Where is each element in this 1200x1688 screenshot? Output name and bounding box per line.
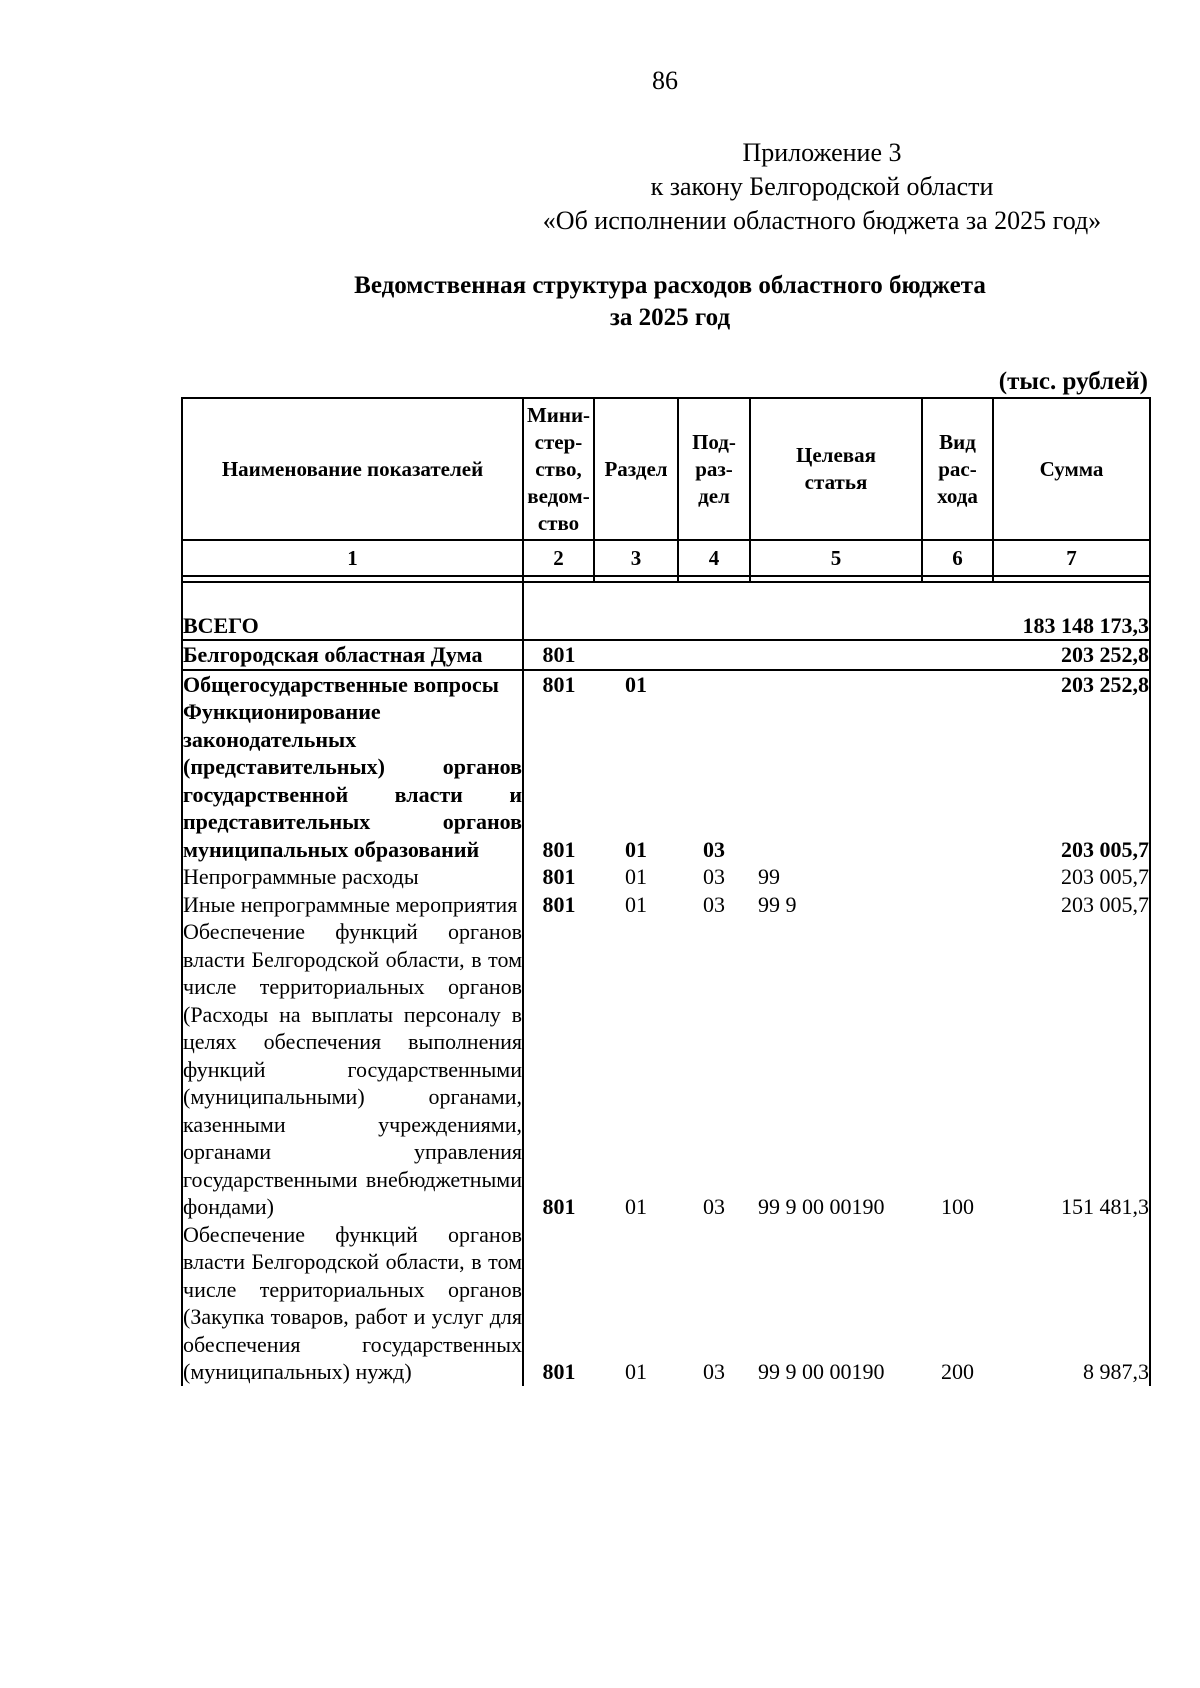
column-number: 2 [523,540,594,576]
appendix-line-3: «Об исполнении областного бюджета за 2025 год» [542,206,1102,235]
row-ministry: 801 [523,698,594,863]
row-target [750,670,922,699]
row-target: 99 [758,864,780,889]
appendix-header [502,136,1142,238]
row-section: 01 [625,1194,647,1219]
row-name: ВСЕГО [182,582,523,640]
table-row [182,918,1150,1221]
row-name: Общегосударственные вопросы [182,670,523,699]
row-type: 200 [941,1359,974,1384]
row-ministry: 801 [523,1221,594,1386]
row-name: Обеспечение функций органов власти Белгородской области, в том числе территориальных органов (Закупка товаров, работ и услуг для обеспечения государственных (муниципальных) нужд) [183,1221,522,1384]
header-type: Вид рас- хода [922,398,993,540]
column-number: 1 [182,540,523,576]
row-sum: 183 148 173,3 [993,582,1150,640]
row-target: 99 9 [758,891,797,917]
table-row [182,1221,1150,1386]
row-subsection: 03 [703,1359,725,1384]
header-sum: Сумма [993,398,1150,540]
column-number: 6 [922,540,993,576]
row-target: 99 9 00 00190 [758,1194,885,1219]
row-section: 01 [625,1359,647,1384]
row-sum: 203 252,8 [993,670,1150,699]
units-label: (тыс. рублей) [998,368,1148,395]
row-type [922,640,993,670]
row-ministry: 801 [523,891,594,919]
row-ministry: 801 [523,670,594,699]
row-section: 01 [625,836,647,862]
header-section: Раздел [594,398,678,540]
row-section: 01 [625,671,647,697]
appendix-line-1: Приложение 3 [742,138,902,167]
page-number: 86 [652,66,678,95]
table-row [182,698,1150,863]
row-name: Белгородская областная Дума [182,640,523,670]
budget-table [181,397,1151,1386]
row-type [922,582,993,640]
header-target: Целевая статья [750,398,922,540]
row-name: Функционирование законодательных (представительных) органов государственной власти и представительных органов муниципальных образований [183,699,522,862]
row-type: 100 [941,1194,974,1219]
row-section [594,640,678,670]
row-subsection [678,670,750,699]
row-ministry: 801 [523,863,594,891]
row-target [750,640,922,670]
row-ministry: 801 [523,918,594,1221]
row-target: 99 9 00 00190 [758,1359,885,1384]
row-subsection [678,640,750,670]
row-sum: 8 987,3 [993,1221,1150,1386]
row-section [594,582,678,640]
column-number: 7 [993,540,1150,576]
row-name: Непрограммные расходы [182,863,523,891]
column-number: 3 [594,540,678,576]
row-sum: 203 005,7 [993,891,1150,919]
row-type [922,891,993,919]
row-subsection [678,582,750,640]
row-name: Обеспечение функций органов власти Белгородской области, в том числе территориальных органов (Расходы на выплаты персоналу в целях обеспечения выполнения функций государственными (муниципальными) органами, казенными учреждениями, органами управления государственными внебюджетными фондами) [183,919,522,1219]
row-type [922,670,993,699]
row-subsection: 03 [703,836,725,862]
row-sum: 203 252,8 [993,640,1150,670]
column-number: 4 [678,540,750,576]
row-type [922,863,993,891]
header-ministry: Мини- стер- ство, ведом- ство [523,398,594,540]
row-sum: 203 005,7 [993,863,1150,891]
table-row [182,640,1150,670]
row-section: 01 [625,864,647,889]
row-subsection: 03 [703,1194,725,1219]
row-section: 01 [625,891,647,917]
row-subsection: 03 [703,891,725,917]
document-title [180,270,1160,334]
table-row [182,582,1150,640]
column-number: 5 [750,540,922,576]
row-type [922,698,993,863]
header-name: Наименование показателей [182,398,523,540]
row-target [750,582,922,640]
row-sum: 203 005,7 [993,698,1150,863]
row-ministry: 801 [523,640,594,670]
appendix-line-2: к закону Белгородской области [650,172,994,201]
row-subsection: 03 [703,864,725,889]
document-title-line-2: за 2025 год [609,304,731,331]
row-sum: 151 481,3 [993,918,1150,1221]
table-row [182,670,1150,699]
row-ministry [523,582,594,640]
header-subsection: Под- раз- дел [678,398,750,540]
table-row [182,863,1150,891]
table-row [182,891,1150,919]
document-title-line-1: Ведомственная структура расходов областного бюджета [354,272,986,299]
row-target [750,698,922,863]
row-name: Иные непрограммные мероприятия [182,891,523,919]
